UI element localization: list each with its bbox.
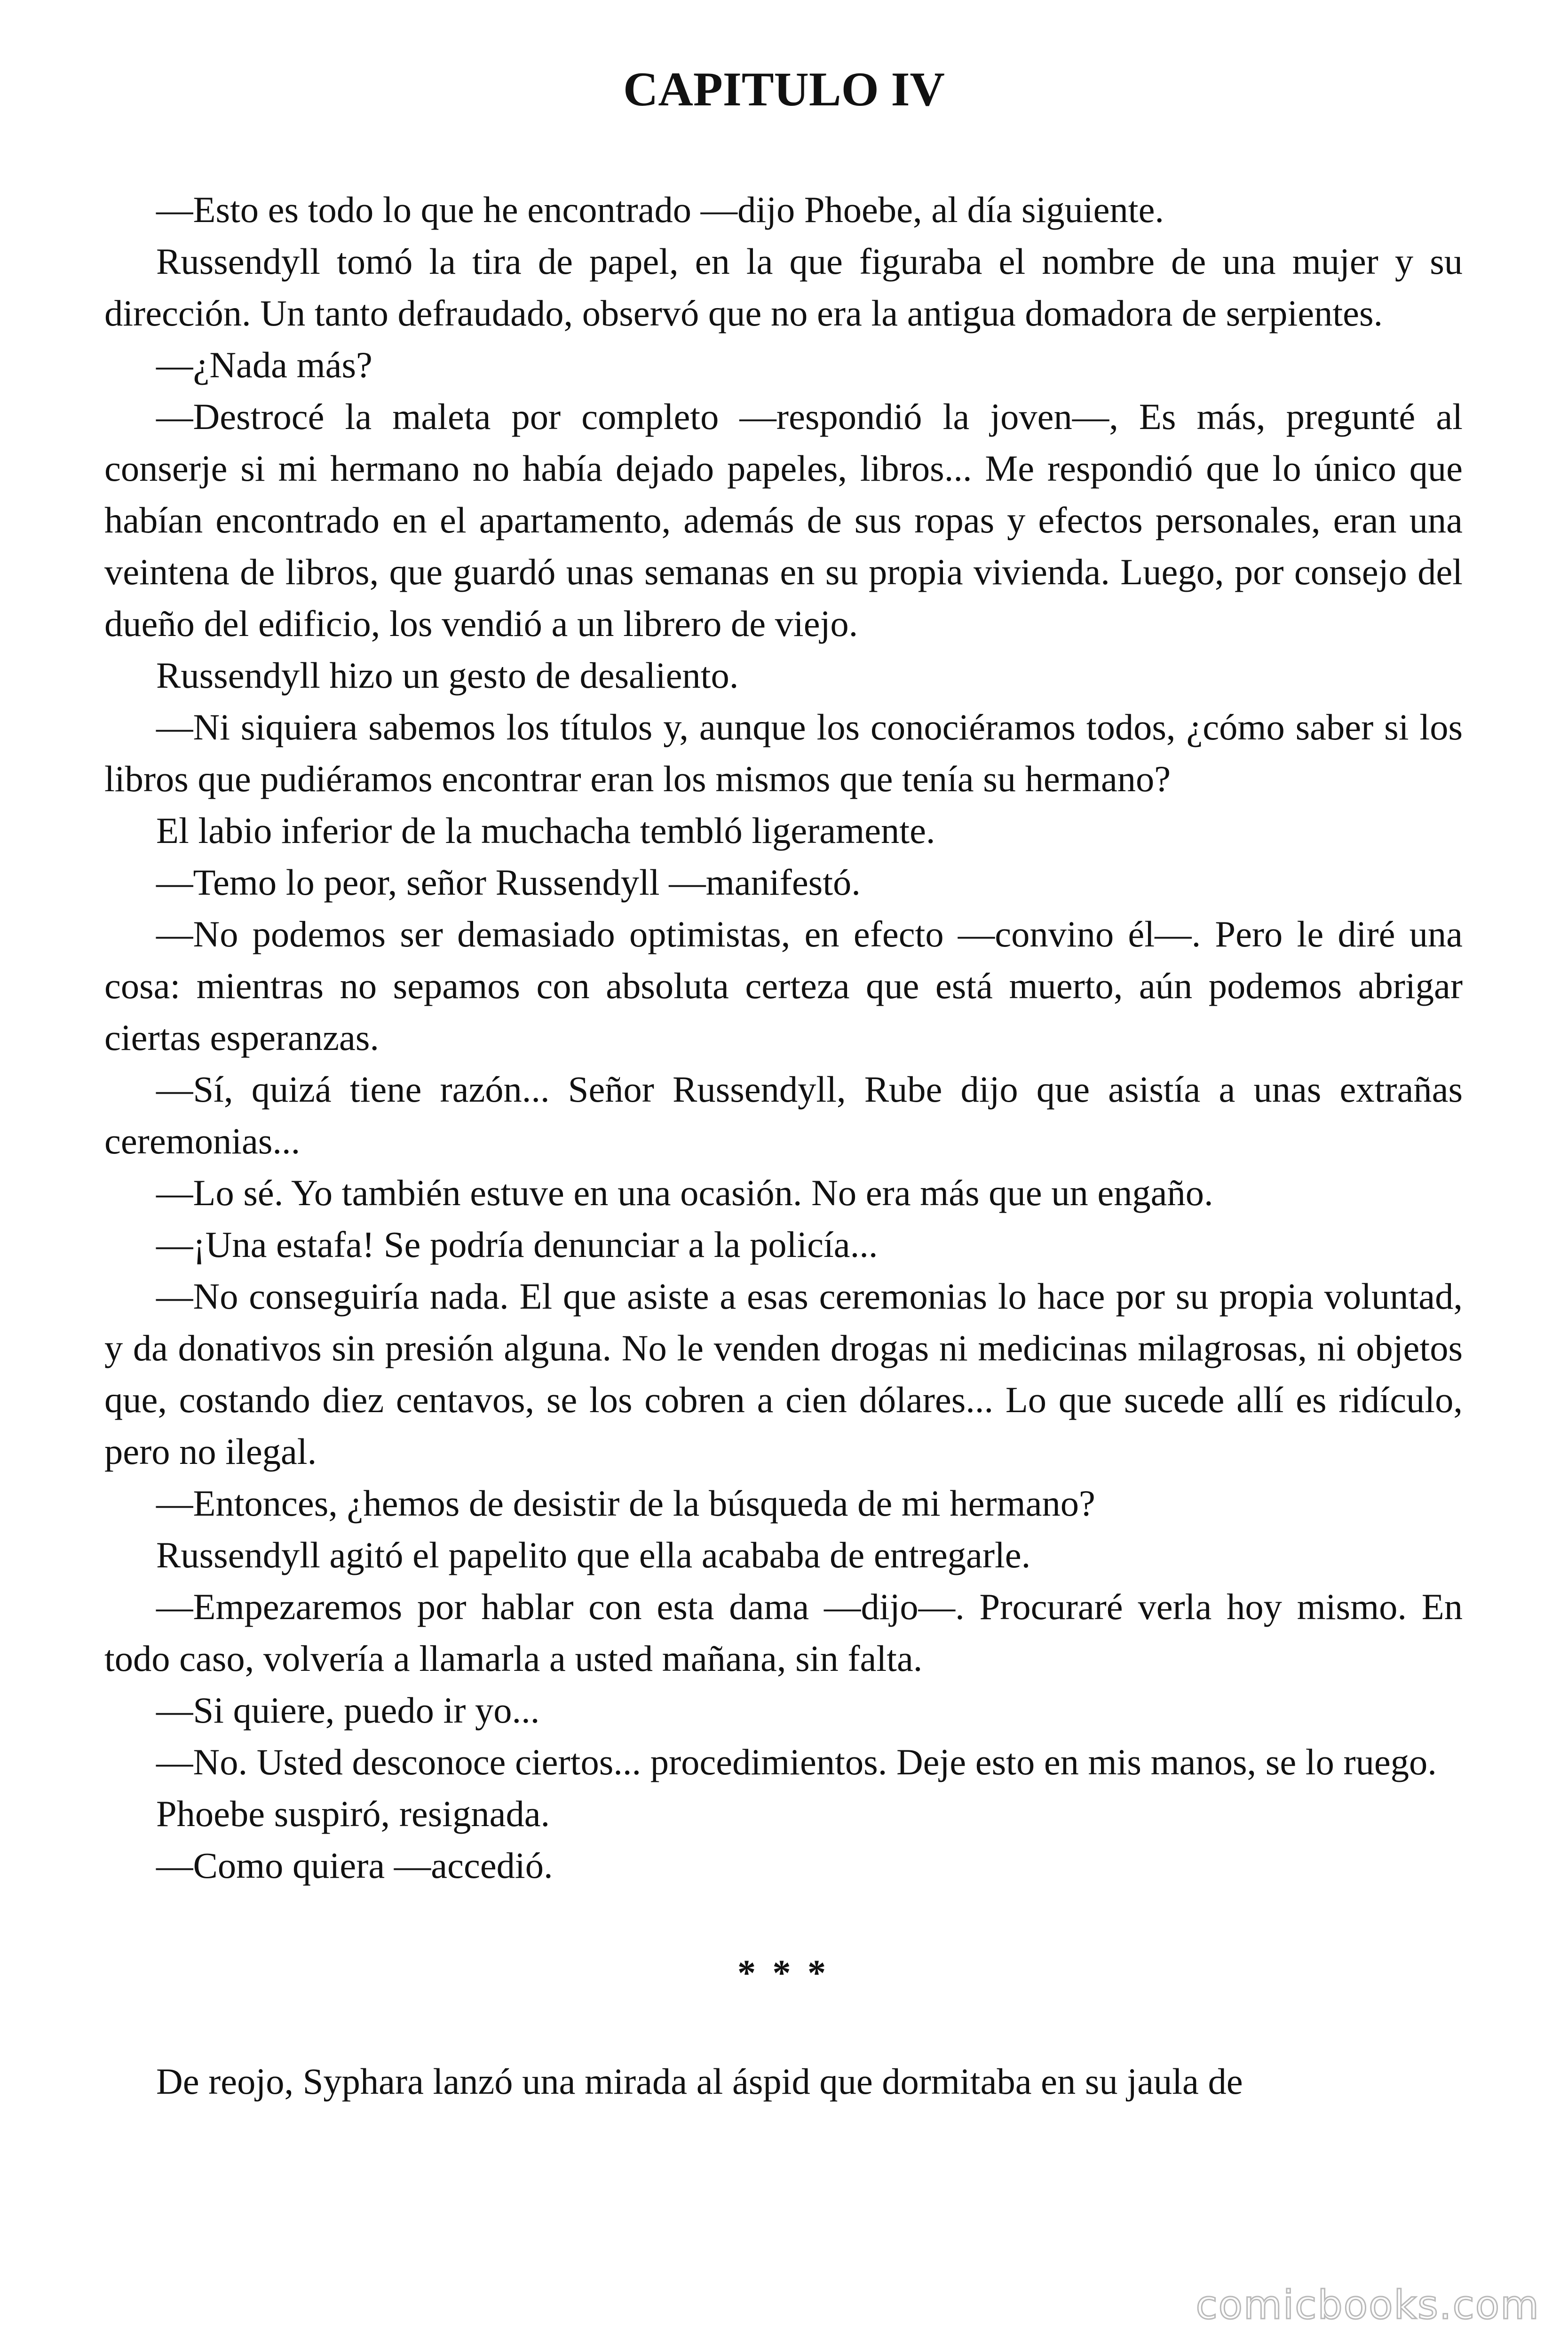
paragraph: —Destrocé la maleta por completo —respondió la joven—, Es más, pregunté al conserje si mi hermano no había dejado papeles, libros... Me respondió que lo único que habían encontrado en el apartamento, además de sus ropas y efectos personales, eran una veintena de libros, que guardó unas semanas en su propia vivienda. Luego, por consejo del dueño del edificio, los vendió a un librero de viejo.: [104, 396, 1463, 644]
paragraph: Russendyll agitó el papelito que ella acababa de entregarle.: [156, 1534, 1031, 1575]
paragraph: El labio inferior de la muchacha tembló ligeramente.: [156, 810, 935, 851]
paragraph: Phoebe suspiró, resignada.: [156, 1793, 550, 1834]
paragraph: —Ni siquiera sabemos los títulos y, aunque los conociéramos todos, ¿cómo saber si los libros que pudiéramos encontrar eran los mismos que tenía su hermano?: [104, 707, 1463, 799]
paragraph: —Empezaremos por hablar con esta dama —dijo—. Procuraré verla hoy mismo. En todo caso, volvería a llamarla a usted mañana, sin falta.: [104, 1586, 1463, 1679]
paragraph: —No. Usted desconoce ciertos... procedimientos. Deje esto en mis manos, se lo ruego.: [156, 1741, 1437, 1782]
paragraph: —Lo sé. Yo también estuve en una ocasión. No era más que un engaño.: [156, 1172, 1213, 1213]
paragraph: —Sí, quizá tiene razón... Señor Russendyll, Rube dijo que asistía a unas extrañas ceremonias...: [104, 1069, 1463, 1161]
paragraph: —No podemos ser demasiado optimistas, en efecto —convino él—. Pero le diré una cosa: mientras no sepamos con absoluta certeza que está muerto, aún podemos abrigar ciertas esperanzas.: [104, 914, 1463, 1058]
paragraph: —¡Una estafa! Se podría denunciar a la policía...: [156, 1224, 878, 1265]
paragraph: —Esto es todo lo que he encontrado —dijo Phoebe, al día siguiente.: [156, 189, 1164, 230]
body-text: [104, 184, 1463, 2107]
watermark: comicbooks.com: [1196, 2282, 1540, 2328]
paragraph: —¿Nada más?: [156, 344, 372, 385]
paragraph: —Si quiere, puedo ir yo...: [156, 1690, 540, 1731]
paragraph: —Temo lo peor, señor Russendyll —manifestó.: [156, 862, 861, 903]
paragraph: —Como quiera —accedió.: [156, 1845, 553, 1886]
chapter-title: CAPITULO IV: [623, 63, 945, 116]
paragraph: De reojo, Syphara lanzó una mirada al áspid que dormitaba en su jaula de: [156, 2061, 1243, 2102]
paragraph: —Entonces, ¿hemos de desistir de la búsqueda de mi hermano?: [156, 1483, 1095, 1524]
paragraph: —No conseguiría nada. El que asiste a esas ceremonias lo hace por su propia voluntad, y da donativos sin presión alguna. No le venden drogas ni medicinas milagrosas, ni objetos que, costando diez centavos, se los cobren a cien dólares... Lo que sucede allí es ridículo, pero no ilegal.: [104, 1276, 1463, 1472]
paragraph: Russendyll hizo un gesto de desaliento.: [156, 655, 739, 696]
paragraph: Russendyll tomó la tira de papel, en la que figuraba el nombre de una mujer y su dirección. Un tanto defraudado, observó que no era la antigua domadora de serpientes.: [104, 241, 1463, 334]
section-separator: * * *: [737, 1952, 830, 1993]
